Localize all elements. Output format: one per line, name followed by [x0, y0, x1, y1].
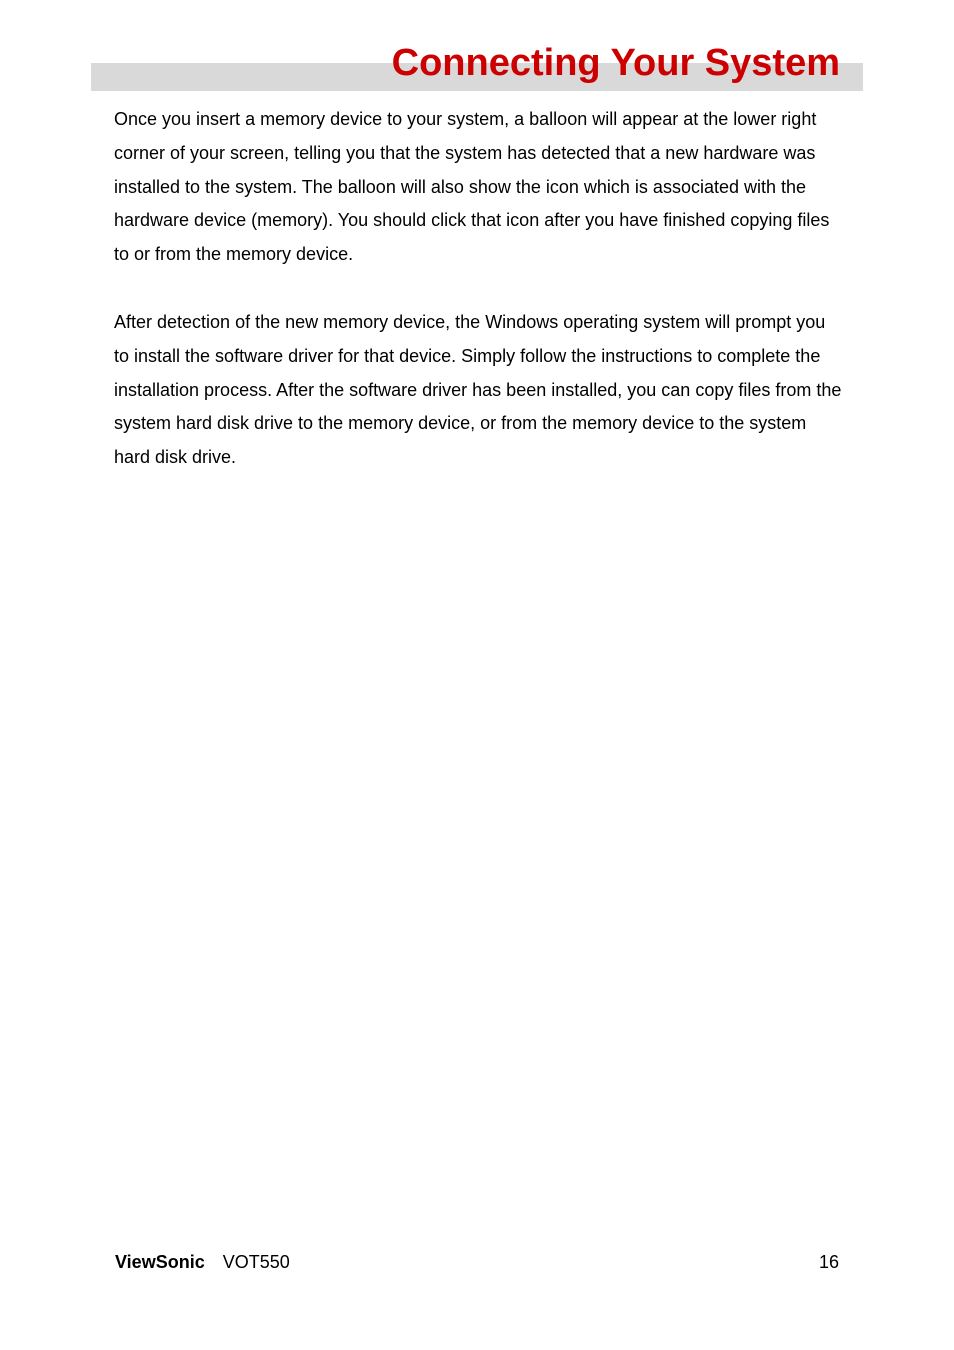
footer-brand: ViewSonic [115, 1252, 205, 1272]
body-text [114, 103, 844, 509]
page-number: 16 [818, 1252, 839, 1272]
paragraph-1: Once you insert a memory device to your system, a balloon will appear at the lower right corner of your screen, telling you that the system has detected that a new hardware was installed to the system. The balloon will also show the icon which is associated with the hardware device (memory). You should click that icon after you have finished copying files to or from the memory device. [114, 109, 830, 265]
footer-model: VOT550 [222, 1252, 290, 1272]
paragraph-2: After detection of the new memory device, the Windows operating system will prompt you to install the software driver for that device. Simply follow the instructions to complete the installation process. After the software driver has been installed, you can copy files from the system hard disk drive to the memory device, or from the memory device to the system hard disk drive. [114, 311, 842, 468]
page-footer [115, 1249, 839, 1275]
page-title: Connecting Your System [391, 42, 840, 84]
